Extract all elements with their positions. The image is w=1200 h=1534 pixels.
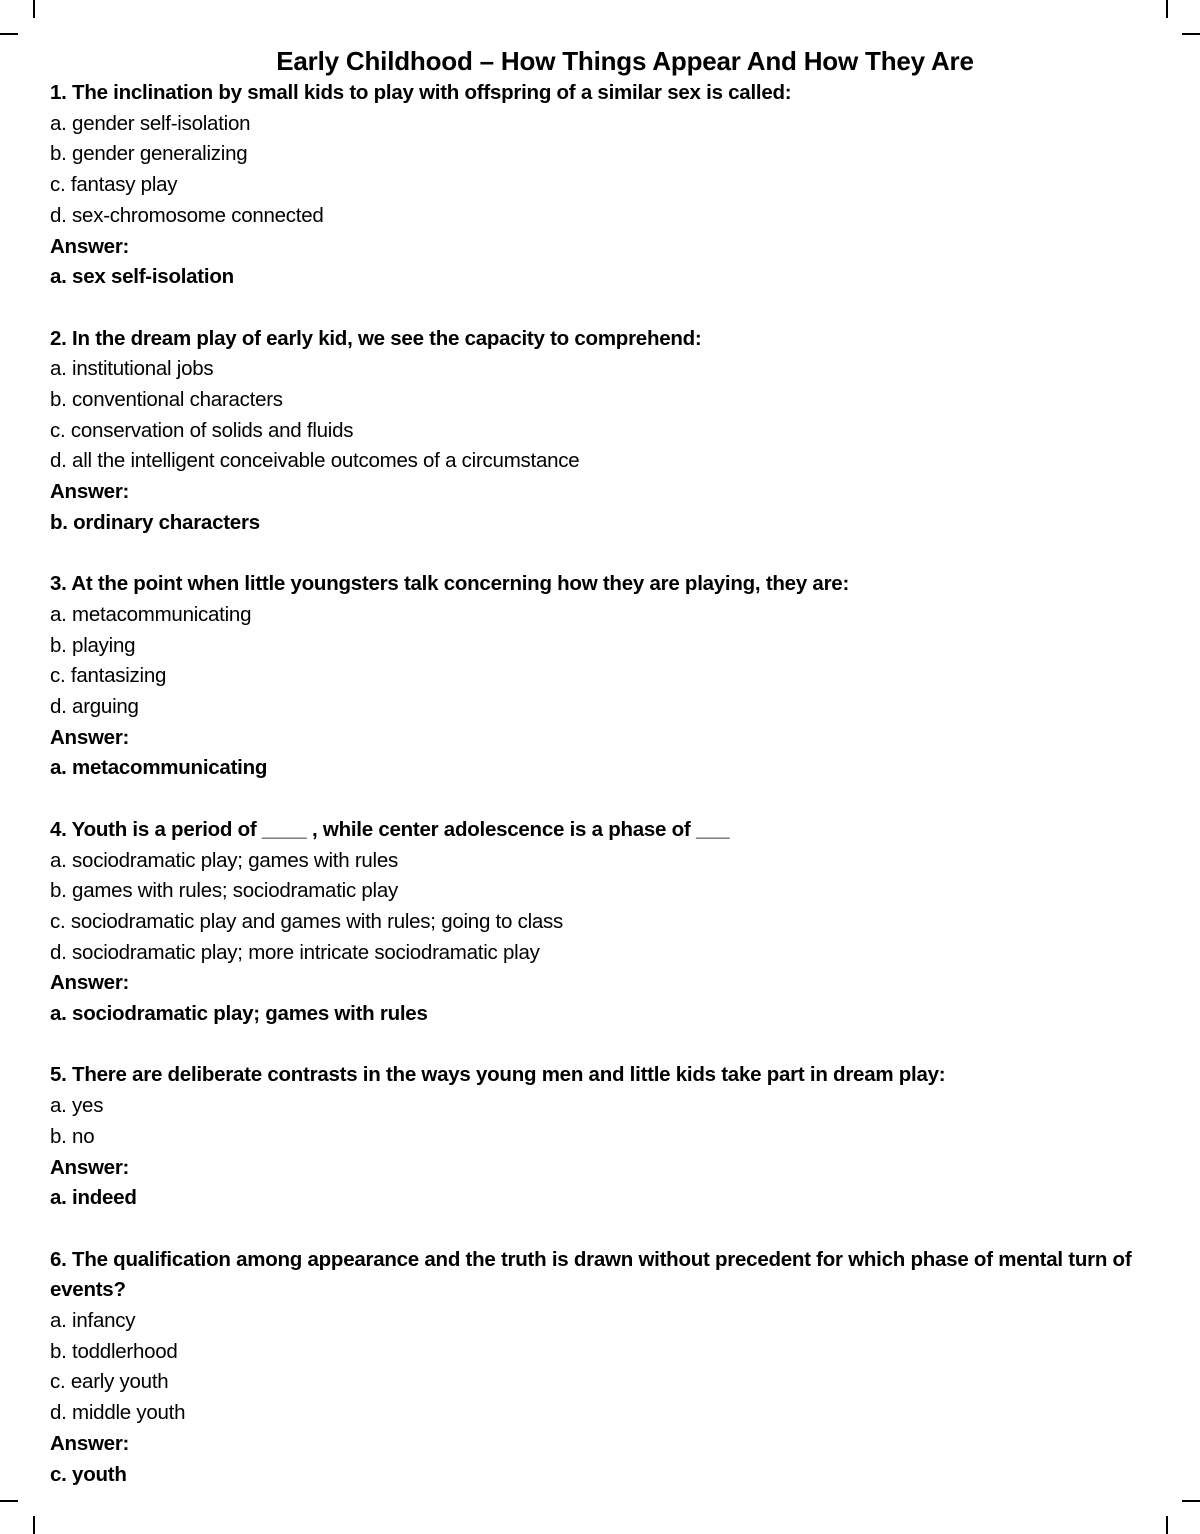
question-text: 5. There are deliberate contrasts in the ways young men and little kids take part in dream play: [50, 1063, 946, 1087]
answer-option: a. sociodramatic play; games with rules [50, 848, 399, 872]
option-list [50, 354, 1150, 477]
answer-option: b. conventional characters [50, 388, 283, 412]
answer-value: a. metacommunicating [50, 756, 268, 780]
answer-option: c. conservation of solids and fluids [50, 418, 354, 442]
answer-value: a. sex self-isolation [50, 265, 234, 289]
answer-option: b. toddlerhood [50, 1339, 178, 1363]
crop-mark-bottom-right-vertical [1166, 1516, 1168, 1534]
answer-option: b. gender generalizing [50, 142, 248, 166]
option-list [50, 109, 1150, 232]
crop-mark-bottom-left-vertical [33, 1516, 35, 1534]
question-block [50, 815, 1150, 1030]
answer-label: Answer: [50, 480, 130, 504]
question-text: 3. At the point when little youngsters talk concerning how they are playing, they are: [50, 572, 850, 596]
answer-option: d. sociodramatic play; more intricate sociodramatic play [50, 940, 540, 964]
question-block [50, 78, 1150, 293]
answer-label: Answer: [50, 234, 130, 258]
answer-option: c. early youth [50, 1370, 169, 1394]
question-block [50, 324, 1150, 539]
option-list [50, 846, 1150, 969]
answer-value: a. sociodramatic play; games with rules [50, 1002, 428, 1026]
answer-option: d. sex-chromosome connected [50, 203, 324, 227]
answer-label: Answer: [50, 725, 130, 749]
question-text: 2. In the dream play of early kid, we see the capacity to comprehend: [50, 326, 702, 350]
crop-mark-bottom-left-horizontal [0, 1500, 18, 1502]
crop-mark-top-right-vertical [1166, 0, 1168, 18]
answer-option: d. arguing [50, 695, 139, 719]
answer-value: c. youth [50, 1462, 127, 1486]
document-page [50, 44, 1150, 1521]
answer-option: a. metacommunicating [50, 602, 252, 626]
answer-option: a. yes [50, 1094, 104, 1118]
answer-label: Answer: [50, 1155, 130, 1179]
answer-value: a. indeed [50, 1186, 137, 1210]
answer-option: b. playing [50, 633, 136, 657]
question-text: 4. Youth is a period of ____ , while center adolescence is a phase of ___ [50, 817, 730, 841]
crop-mark-top-left-horizontal [0, 33, 18, 35]
answer-label: Answer: [50, 1431, 130, 1455]
answer-option: a. gender self-isolation [50, 111, 251, 135]
answer-option: b. no [50, 1124, 95, 1148]
crop-mark-bottom-right-horizontal [1182, 1500, 1200, 1502]
question-block [50, 569, 1150, 784]
answer-option: d. all the intelligent conceivable outcomes of a circumstance [50, 449, 580, 473]
question-text: 1. The inclination by small kids to play with offspring of a similar sex is called: [50, 81, 792, 104]
answer-option: b. games with rules; sociodramatic play [50, 879, 399, 903]
answer-option: c. sociodramatic play and games with rules; going to class [50, 909, 564, 933]
crop-mark-top-left-vertical [33, 0, 35, 18]
answer-option: c. fantasy play [50, 173, 178, 197]
question-block [50, 1245, 1150, 1491]
document-title: Early Childhood – How Things Appear And How They Are [276, 46, 974, 76]
answer-value: b. ordinary characters [50, 510, 260, 534]
option-list [50, 1306, 1150, 1429]
option-list [50, 1091, 1150, 1152]
question-list [50, 78, 1150, 1490]
answer-option: d. middle youth [50, 1401, 186, 1425]
question-block [50, 1060, 1150, 1214]
crop-mark-top-right-horizontal [1182, 33, 1200, 35]
answer-label: Answer: [50, 971, 130, 995]
answer-option: a. infancy [50, 1309, 136, 1333]
answer-option: c. fantasizing [50, 664, 167, 688]
question-text: 6. The qualification among appearance and the truth is drawn without precedent for which phase of mental turn of events? [50, 1247, 1132, 1302]
answer-option: a. institutional jobs [50, 357, 214, 381]
option-list [50, 600, 1150, 723]
